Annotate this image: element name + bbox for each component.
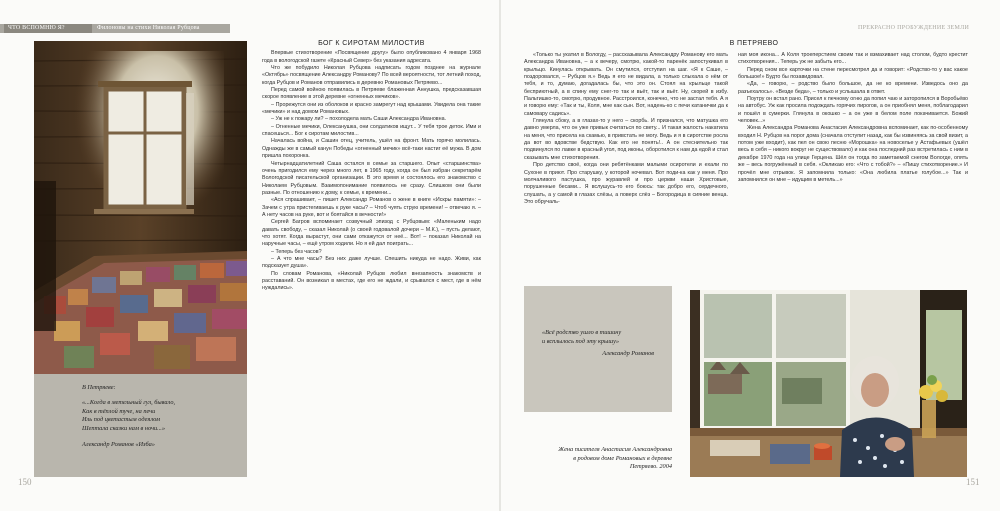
paragraph: ная моя икона... А Коля троеперстием своим так и взмахивает над столом, будто крестит стихотворения... Теперь уж не забыть его... bbox=[738, 52, 968, 66]
caption-lead: В Петряеве: bbox=[82, 384, 116, 391]
paragraph: – Прорежутся они из оболоков и красно замрегут над крышами. Увидела она такие «мечики» и над домом Романовых. bbox=[262, 101, 481, 116]
caption-line: Жена писателя Анастасия Александровна bbox=[558, 446, 672, 453]
paragraph: Перед сном все карточки на стене пересмотрел да и говорит: «Родство-то у вас какое большое!» Будто бы позавидовал. bbox=[738, 66, 968, 81]
poem-signature: Александр Романов «Изба» bbox=[82, 440, 155, 448]
paragraph: Жена Александра Романова Анастасия Александровна вспоминает, как по-особенному входил Н. Рубцов на порог дома (сначала отступит назад, как бы извиняясь за свой визит, а потом уже входит), как пел он свою песню «Морошка» на новоселье у Астафьевых (ушёл весь в себя – никого вокруг не существовало) и как она последний раз встретилась с ним в декабре 1970 года на улице Герцена. Шёл он тогда по заметаемой снегом Вологде, опять же – весь погружённый в себя. «Окликаю его: «Что с тобой?» – «Пишу стихотворение.» И прочёл мне отрывок. Я запомнила только: «Она любила платье голубое...» Так и запомнился он мне – идущим в метель...» bbox=[738, 125, 968, 183]
paragraph: – Уж не к пожару ли? – похолодела мать Саши Александра Ивановна. bbox=[271, 116, 447, 123]
paragraph: Сергей Багров вспоминает созвучный эпизод с Рубцовым: «Маленьким надо давать свободу, – сказал Николай (о своей годовалой дочери – М.К.), – пусть делают, что хотят. Когда вырастут, они сами откажутся от неё... Вот! – показал Николай на наручные часы, – ещё утром ходили. Но я ей дал поиграть... bbox=[262, 219, 481, 248]
article-column-left bbox=[262, 40, 481, 293]
running-header-left bbox=[0, 24, 230, 33]
poem-line: Шептала сказки нам в ночи...» bbox=[82, 425, 165, 433]
quote-line: «Всё родство ушло в тишину bbox=[542, 329, 622, 336]
article-title: В ПЕТРЯЕВО bbox=[729, 40, 779, 47]
paragraph: Про детство своё, когда они ребятёнками малыми осиротели и ехали по Сухоне в приют. Про старушку, у которой ночевал. Вот поди-ка как у меня. Про молчаливого пастушка, про журавлей и про церкви наши Христовые, порушенные бесами... Я вслушусь-то его боюсь: так добро его, сердечного, слушать, а у самой в глазах слёзы, а поверх слёз – Богородица в сияние венца. Это обручаль- bbox=[524, 162, 728, 205]
poem-line: Иль под цветастым одеялом bbox=[82, 416, 161, 424]
paragraph: – А что мне часы? Без них даже лучше. Спешить никуда не надо. Живи, как подсказует душа». bbox=[262, 255, 481, 270]
paragraph: «Ася спрашивает, – пишет Александр Романов о жене в книге «Искры памяти»: – Зачем с утра пристегиваешь к руке часы? – Чтоб чуять струю времени! – отвечаю я. – А нету часов на руке, вот и боятайся в вечности!» bbox=[262, 197, 481, 218]
paragraph: Впервые стихотворение «Посвящение другу» было опубликовано 4 января 1968 года в вологодской газете «Красный Север» без указания адресата. bbox=[262, 50, 481, 64]
quote-box bbox=[524, 286, 672, 412]
header-right-title: ПРЕКРАСНО ПРОБУЖДЕНИЕ ЗЕМЛИ bbox=[858, 25, 970, 31]
caption-line: в родовом доме Романовых в деревне bbox=[573, 454, 672, 462]
woman-at-window-photo bbox=[690, 290, 967, 477]
poem-caption bbox=[34, 374, 247, 477]
page-number-left: 150 bbox=[18, 477, 32, 487]
header-subtitle: Филоновы на стихи Николая Рубцова bbox=[97, 25, 200, 31]
paragraph: Началась война, и Сашин отец, учитель, ушёл на фронт. Мать горячо молилась. Однажды же в самый канун Победы «огненный мечик» всё-таки настиг её мужа. В дом пришла похоронка. bbox=[262, 138, 481, 160]
header-section-title: ЧТО ВСПОМНЮ Я? bbox=[8, 25, 65, 31]
poem-line: Как в тёплой туче, на печи bbox=[82, 407, 156, 415]
paragraph: Глянула сбоку, а в глазах-то у него – скорбь. И признался, что матушка его давно умерла, что он уже привык считаться по свету... И такая жалость накатила на меня, что присела на скамью, в привстать не могу. Ведь и я в сиротстве росла да вот во вдовстве бедствую. Как его не понять!.. А он стеснительно так подвинулся по лавке в красный угол, под иконы, оборотился к нам да едой и стал сказывать мне стихотворения. bbox=[524, 118, 728, 161]
photo-caption bbox=[524, 446, 672, 472]
article-column-middle bbox=[524, 40, 779, 206]
article-title: БОГ К СИРОТАМ МИЛОСТИВ bbox=[318, 40, 425, 47]
izba-interior-photo bbox=[34, 41, 247, 374]
paragraph: Что же побудило Николая Рубцова надписать годом позднее на журнале «Октябрь» посвящение Александру Романову? По всей вероятности, тот летний поход, когда Рубцов и Романов отправились в деревню Романовых Петряево... bbox=[262, 65, 481, 86]
paragraph: Четырнадцатилетний Саша остался в семье за старшего. Опыт «старшинства» очень пригодился ему через много лет, в 1965 году, когда он был избран секретарём Вологодской писательской организации. В это время и состоялось его знакомство с Николаем Рубцовым. Взаимопонимание появилось не сразу. Слишком они были разные. По отношению к дому, к семье, к времени... bbox=[262, 160, 481, 196]
paragraph: По словам Романова, «Николай Рубцов любил внезапность знакомств и расставаний. Он возникал в местах, где его не ждали, и срывался с мест, где в нём нуждались». bbox=[262, 270, 481, 292]
paragraph: Поутру он встал рано. Присел к печному огню да попил чаю и заторопился в Воробьёво на автобус. Уж как просила подождать горячих пирогов, а он приобнял меня, поблагодарил и пошёл в сумерки. Глянула в окошко – а он уже в белом поле покачивается. Божий человек...» bbox=[738, 96, 968, 125]
poem-line: «...Когда в метельный гул, бывало, bbox=[82, 398, 176, 406]
quote-line: и всплылось под эту крышу» bbox=[542, 337, 620, 345]
paragraph: «Да, – говорю, – родство было большое, да не ко времени. Изведось оно да разъехалось». «Везде беда», – только и услышала в ответ. bbox=[738, 81, 968, 95]
caption-line: Петряево. 2004 bbox=[629, 463, 672, 471]
paragraph: «Только ты укатил в Вологду, – рассказывала Александру Романову его мать Александра Ивановна, – а к вечеру, смотрю, какой-то паренёк запостукивал в крыльцо. Кинулась открывать. Он смутился, отступил на шаг. «Я к Саше, – поздоровался, – Рубцов я.» Ведь я его не видала, а только слыхала о нём от тебя, и то, думаю, догадалась бы, что это он. Стоял на крыльце такой бесприютный, а в спину ему снег-то так и вьёт, так и вьёт. Ну, скорей в избу. Пальтишко-то, смотрю, продувное. Расстроился, конечно, что не застал тебя. А я и говорю ему: «Так и ты, Коля, мне как сын. Вот, надень-ко с печи катанички да к самовару садись». bbox=[524, 52, 728, 117]
paragraph: – Огненные мечики, Олексанушка, они солдатиков ищут... У тебя трое деток. Ими и спасешься... Бог к сиротам милостив... bbox=[262, 123, 481, 138]
quote-signature: Александр Романов bbox=[602, 350, 654, 358]
running-header-right bbox=[856, 24, 1000, 33]
paragraph: – Теперь без часов? bbox=[271, 248, 322, 255]
article-column-right bbox=[738, 52, 968, 184]
page-number-right: 151 bbox=[966, 477, 980, 487]
paragraph: Перед самой войною появилась в Петряеве блаженная Аннушка, предсказавшая скорое появление в этой деревне «огненных мечиков». bbox=[262, 87, 481, 101]
book-gutter bbox=[499, 0, 501, 511]
